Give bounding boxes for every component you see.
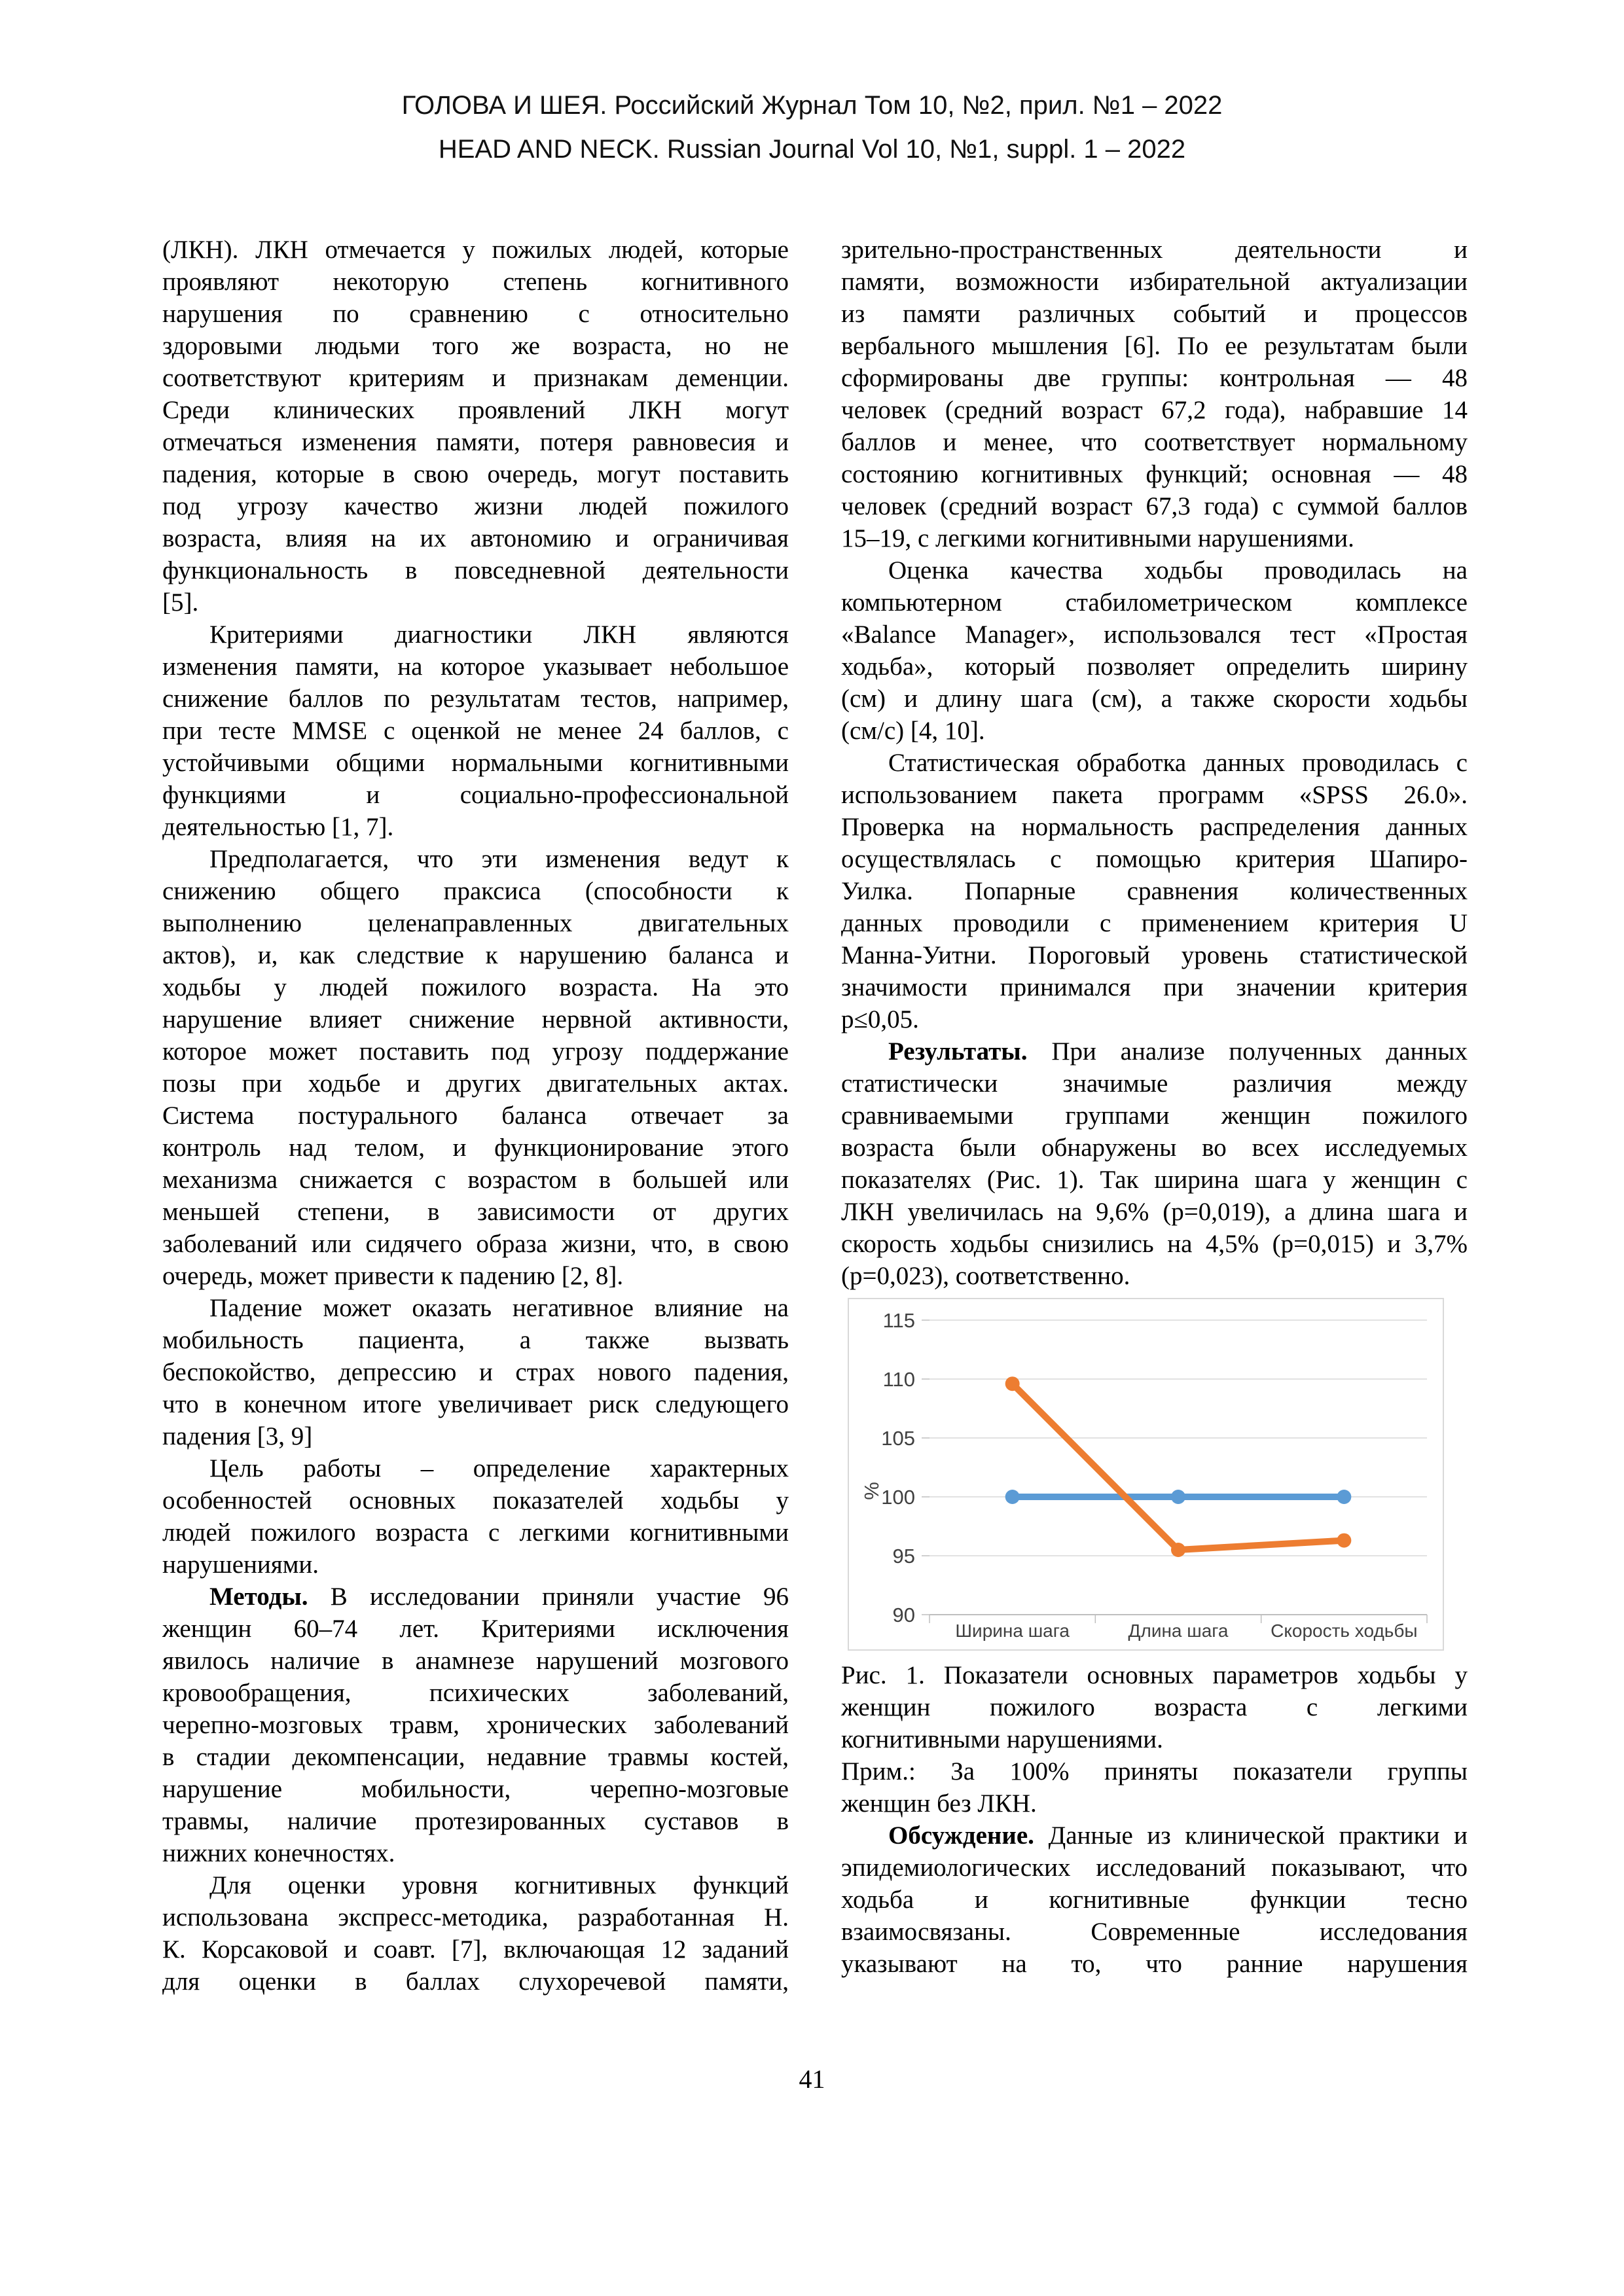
text-line: заболеваний или сидячего образа жизни, что, в свою [162,1230,789,1258]
data-point [1171,1490,1185,1504]
text-line: ходьбы у людей пожилого возраста. На это [162,973,789,1001]
text-line: эпидемиологических исследований показывают, что [841,1854,1468,1882]
text-line: при тесте MMSE с оценкой не менее 24 баллов, с [162,717,789,745]
text-line: Обсуждение. Данные из клинической практики и [888,1821,1468,1850]
x-category-label: Ширина шага [955,1621,1070,1641]
text-line: Система постурального баланса отвечает за [162,1102,789,1130]
text-line: черепно-мозговых травм, хронических заболеваний [162,1711,789,1739]
data-point [1337,1490,1351,1504]
right-text-column [841,234,1468,1292]
text-line: проявляют некоторую степень когнитивного [162,268,789,296]
text-line: снижению общего праксиса (способности к [162,877,789,905]
text-line: [5]. [162,588,199,617]
y-tick-label: 100 [881,1486,915,1509]
text-line: функциональность в повседневной деятельности [162,556,789,584]
text-line: Результаты. При анализе полученных данных [888,1037,1468,1066]
text-line: состоянию когнитивных функций; основная — 48 [841,460,1468,488]
text-line: изменения памяти, на которое указывает небольшое [162,653,789,681]
text-line: зрительно-пространственных деятельности и [841,236,1468,264]
text-line: сравниваемыми группами женщин пожилого [841,1102,1468,1130]
text-line: ходьба», который позволяет определить ширину [841,653,1468,681]
text-line: значимости принимался при значении критерия [841,973,1468,1001]
text-line: Оценка качества ходьбы проводилась на [888,556,1468,584]
text-line: Для оценки уровня когнитивных функций [209,1871,789,1899]
data-point [1005,1490,1020,1504]
text-line: К. Корсаковой и соавт. [7], включающая 12 заданий [162,1935,789,1964]
text-line: кровообращения, психических заболеваний, [162,1679,789,1707]
text-line: указывают на то, что ранние нарушения [841,1950,1468,1978]
text-line: возраста были обнаружены во всех исследуемых [841,1134,1468,1162]
text-line: женщин 60–74 лет. Критериями исключения [162,1615,789,1643]
text-line: данных проводили с применением критерия U [841,909,1468,937]
data-point [1171,1543,1185,1557]
text-line: отмечаться изменения памяти, потеря равновесия и [162,428,789,456]
text-line: в стадии декомпенсации, недавние травмы костей, [162,1743,789,1771]
left-text-column [162,234,789,1998]
text-line: падения, которые в свою очередь, могут поставить [162,460,789,488]
page-number: 41 [799,2064,825,2094]
text-line: памяти, возможности избирательной актуализации [841,268,1468,296]
text-line: деятельностью [1, 7]. [162,813,394,841]
text-line: нарушениями. [162,1551,319,1579]
text-line: возраста, влияя на их автономию и ограничивая [162,524,789,552]
y-tick-label: 95 [892,1545,915,1568]
journal-header [0,84,1624,171]
x-category-label: Длина шага [1128,1621,1229,1641]
text-line: меньшей степени, в зависимости от других [162,1198,789,1226]
text-line: Уилка. Попарные сравнения количественных [841,877,1468,905]
y-axis-label: % [860,1482,883,1500]
text-line: позы при ходьбе и других двигательных актах. [162,1069,789,1098]
text-line: (см/с) [4, 10]. [841,717,985,745]
text-line: Среди клинических проявлений ЛКН могут [162,396,789,424]
text-line: баллов и менее, что соответствует нормальному [841,428,1468,456]
text-line: нижних конечностях. [162,1839,395,1867]
figure-1-chart [848,1298,1444,1651]
text-line: здоровыми людьми того же возраста, но не [162,332,789,360]
journal-header-en: HEAD AND NECK. Russian Journal Vol 10, №1, suppl. 1 – 2022 [438,135,1186,164]
text-line: для оценки в баллах слухоречевой памяти, [162,1967,789,1996]
text-line: использована экспресс-методика, разработанная Н. [162,1903,789,1931]
section-lead: Методы. [209,1583,308,1611]
text-line: статистически значимые различия между [841,1069,1468,1098]
text-line: (см) и длину шага (см), а также скорости ходьбы [841,685,1468,713]
figure-caption-and-discussion [841,1659,1468,1980]
text-line: использованием пакета программ «SPSS 26.0». [841,781,1468,809]
text-line: которое может поставить под угрозу поддержание [162,1037,789,1066]
journal-header-ru: ГОЛОВА И ШЕЯ. Российский Журнал Том 10, №2, прил. №1 – 2022 [401,91,1223,120]
text-line: человек (средний возраст 67,3 года) с суммой баллов [841,492,1468,520]
text-line: Рис. 1. Показатели основных параметров ходьбы у [841,1661,1468,1689]
text-line: что в конечном итоге увеличивает риск следующего [162,1390,789,1418]
text-line: «Balance Manager», использовался тест «Простая [841,620,1468,649]
text-line: компьютерном стабилометрическом комплексе [841,588,1468,617]
text-line: нарушения по сравнению с относительно [162,300,789,328]
text-line: нарушение мобильности, черепно-мозговые [162,1775,789,1803]
text-line: людей пожилого возраста с легкими когнитивными [162,1518,789,1547]
chart-frame [848,1299,1443,1650]
text-line: контроль над телом, и функционирование этого [162,1134,789,1162]
y-tick-label: 115 [882,1309,915,1332]
data-point [1337,1534,1351,1548]
text-line: актов), и, как следствие к нарушению баланса и [162,941,789,969]
text-line: устойчивыми общими нормальными когнитивными [162,749,789,777]
text-line: Предполагается, что эти изменения ведут к [209,845,789,873]
text-line: Проверка на нормальность распределения данных [841,813,1468,841]
text-line: показателях (Рис. 1). Так ширина шага у женщин с [841,1166,1468,1194]
text-line: Критериями диагностики ЛКН являются [209,620,789,649]
text-line: нарушение влияет снижение нервной активности, [162,1005,789,1033]
x-category-label: Скорость ходьбы [1271,1621,1418,1641]
text-line: женщин без ЛКН. [841,1789,1037,1818]
text-line: скорость ходьбы снизились на 4,5% (р=0,015) и 3,7% [841,1230,1468,1258]
text-line: явилось наличие в анамнезе нарушений мозгового [162,1647,789,1675]
text-line: взаимосвязаны. Современные исследования [841,1918,1468,1946]
text-line: снижение баллов по результатам тестов, например, [162,685,789,713]
text-line: Статистическая обработка данных проводилась с [888,749,1468,777]
y-tick-label: 90 [892,1604,915,1626]
text-line: травмы, наличие протезированных суставов в [162,1807,789,1835]
text-line: ходьба и когнитивные функции тесно [841,1886,1468,1914]
text-line: когнитивными нарушениями. [841,1725,1163,1753]
text-line: беспокойство, депрессию и страх нового падения, [162,1358,789,1386]
text-line: очередь, может привести к падению [2, 8]. [162,1262,624,1290]
text-line: 15–19, с легкими когнитивными нарушениями. [841,524,1354,552]
text-line: падения [3, 9] [162,1422,313,1450]
text-line: Манна-Уитни. Пороговый уровень статистической [841,941,1468,969]
text-line: Падение может оказать негативное влияние на [209,1294,789,1322]
text-line: механизма снижается с возрастом в большей или [162,1166,789,1194]
section-lead: Обсуждение. [888,1821,1034,1850]
text-line: под угрозу качество жизни людей пожилого [162,492,789,520]
text-line: функциями и социально-профессиональной [162,781,789,809]
section-lead: Результаты. [888,1037,1028,1066]
line-chart [848,1298,1444,1651]
y-tick-label: 105 [881,1427,915,1450]
text-line: Цель работы – определение характерных [209,1454,789,1482]
text-line: ЛКН увеличилась на 9,6% (р=0,019), а длина шага и [841,1198,1468,1226]
text-line: человек (средний возраст 67,2 года), набравшие 14 [841,396,1468,424]
text-line: (р=0,023), соответственно. [841,1262,1130,1290]
text-line: из памяти различных событий и процессов [841,300,1468,328]
text-line: (ЛКН). ЛКН отмечается у пожилых людей, которые [162,236,789,264]
text-line: мобильность пациента, а также вызвать [162,1326,789,1354]
text-line: особенностей основных показателей ходьбы у [162,1486,789,1515]
text-line: сформированы две группы: контрольная — 48 [841,364,1468,392]
text-line: осуществлялась с помощью критерия Шапиро- [841,845,1468,873]
text-line: р≤0,05. [841,1005,919,1033]
data-point [1005,1376,1020,1391]
y-tick-label: 110 [882,1368,915,1391]
text-line: Прим.: За 100% приняты показатели группы [841,1757,1468,1785]
text-line: соответствуют критериям и признакам деменции. [162,364,789,392]
text-line: женщин пожилого возраста с легкими [841,1693,1468,1721]
text-line: Методы. В исследовании приняли участие 96 [209,1583,789,1611]
text-line: вербального мышления [6]. По ее результатам были [841,332,1468,360]
text-line: выполнению целенаправленных двигательных [162,909,789,937]
